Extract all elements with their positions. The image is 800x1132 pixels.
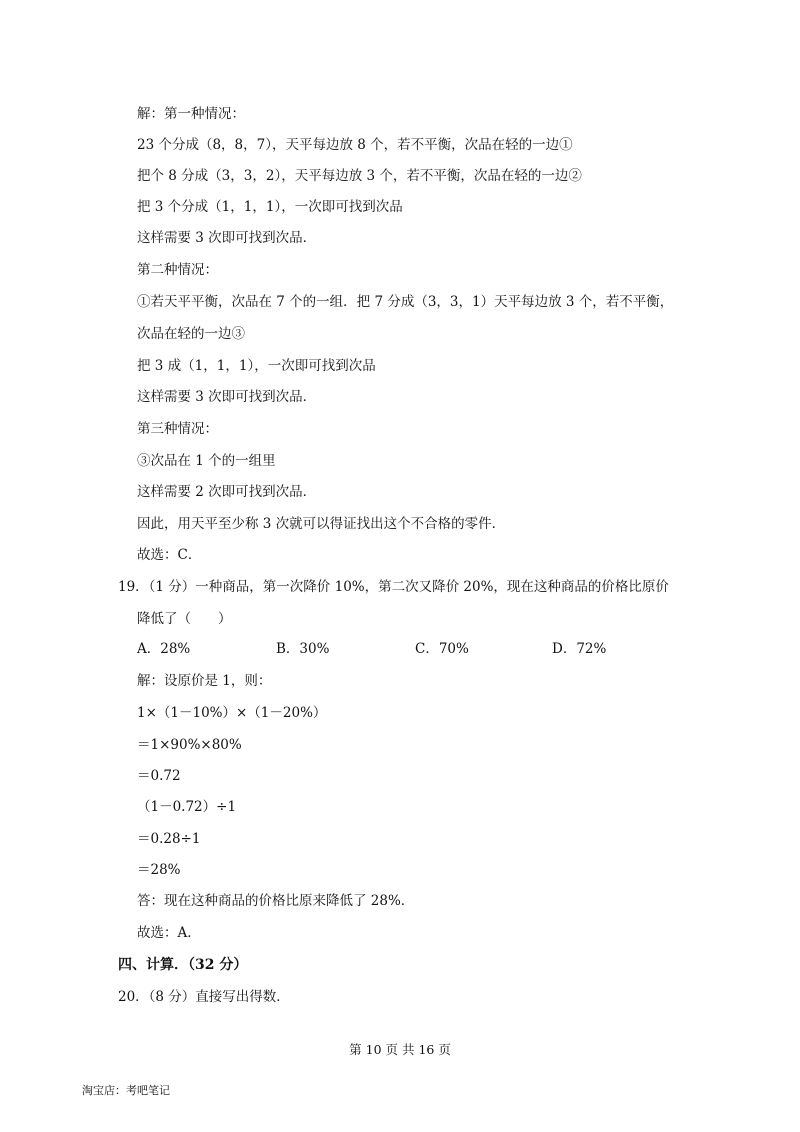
solution-line: 23 个分成（8，8，7），天平每边放 8 个，若不平衡，次品在轻的一边① [137,137,573,153]
question-stem: 降低了（ ） [137,611,232,627]
solution-line: 第二种情况： [137,262,218,278]
math-line: ＝28% [137,862,181,878]
solution-line: 解：设原价是 1，则： [137,673,272,689]
page-number: 第 10 页 共 16 页 [349,1042,451,1057]
solution-line: 次品在轻的一边③ [137,326,245,342]
solution-line: 把 3 成（1，1，1），一次即可找到次品 [137,358,376,374]
math-line: ＝0.28÷1 [137,831,201,847]
solution-line: ①若天平平衡，次品在 7 个的一组．把 7 分成（3，3，1）天平每边放 3 个，若不平衡， [137,294,674,310]
solution-line: 这样需要 3 次即可找到次品． [137,230,317,246]
shop-watermark: 淘宝店：考吧笔记 [82,1084,170,1097]
option-d: D．72% [552,641,607,657]
solution-line: 答：现在这种商品的价格比原来降低了 28%． [137,893,415,909]
solution-line: 把 3 个分成（1，1，1），一次即可找到次品 [137,199,403,215]
solution-line: 因此，用天平至少称 3 次就可以得证找出这个不合格的零件． [137,516,506,532]
option-a: A．28% [137,641,191,657]
math-line: ＝1×90%×80% [137,737,242,753]
solution-line: 这样需要 3 次即可找到次品． [137,389,317,405]
solution-line: ③次品在 1 个的一组里 [137,453,276,469]
answer-line: 故选：A． [137,925,201,941]
solution-line: 第三种情况： [137,421,218,437]
section-title: 四、计算．（32 分） [118,957,248,973]
option-c: C．70% [415,641,469,657]
solution-line: 解：第一种情况： [137,106,245,122]
option-b: B．30% [276,641,330,657]
math-line: 1×（1－10%）×（1－20%） [137,705,327,721]
math-line: （1－0.72）÷1 [137,799,237,815]
question-stem: 19．（1 分）一种商品，第一次降价 10%，第二次又降价 20%，现在这种商品的价格比原价 [118,579,669,595]
solution-line: 把个 8 分成（3，3，2），天平每边放 3 个，若不平衡，次品在轻的一边② [137,168,582,184]
answer-line: 故选：C． [137,547,202,563]
math-line: ＝0.72 [137,768,181,784]
solution-line: 这样需要 2 次即可找到次品． [137,484,317,500]
question-stem: 20．（8 分）直接写出得数． [118,989,290,1005]
